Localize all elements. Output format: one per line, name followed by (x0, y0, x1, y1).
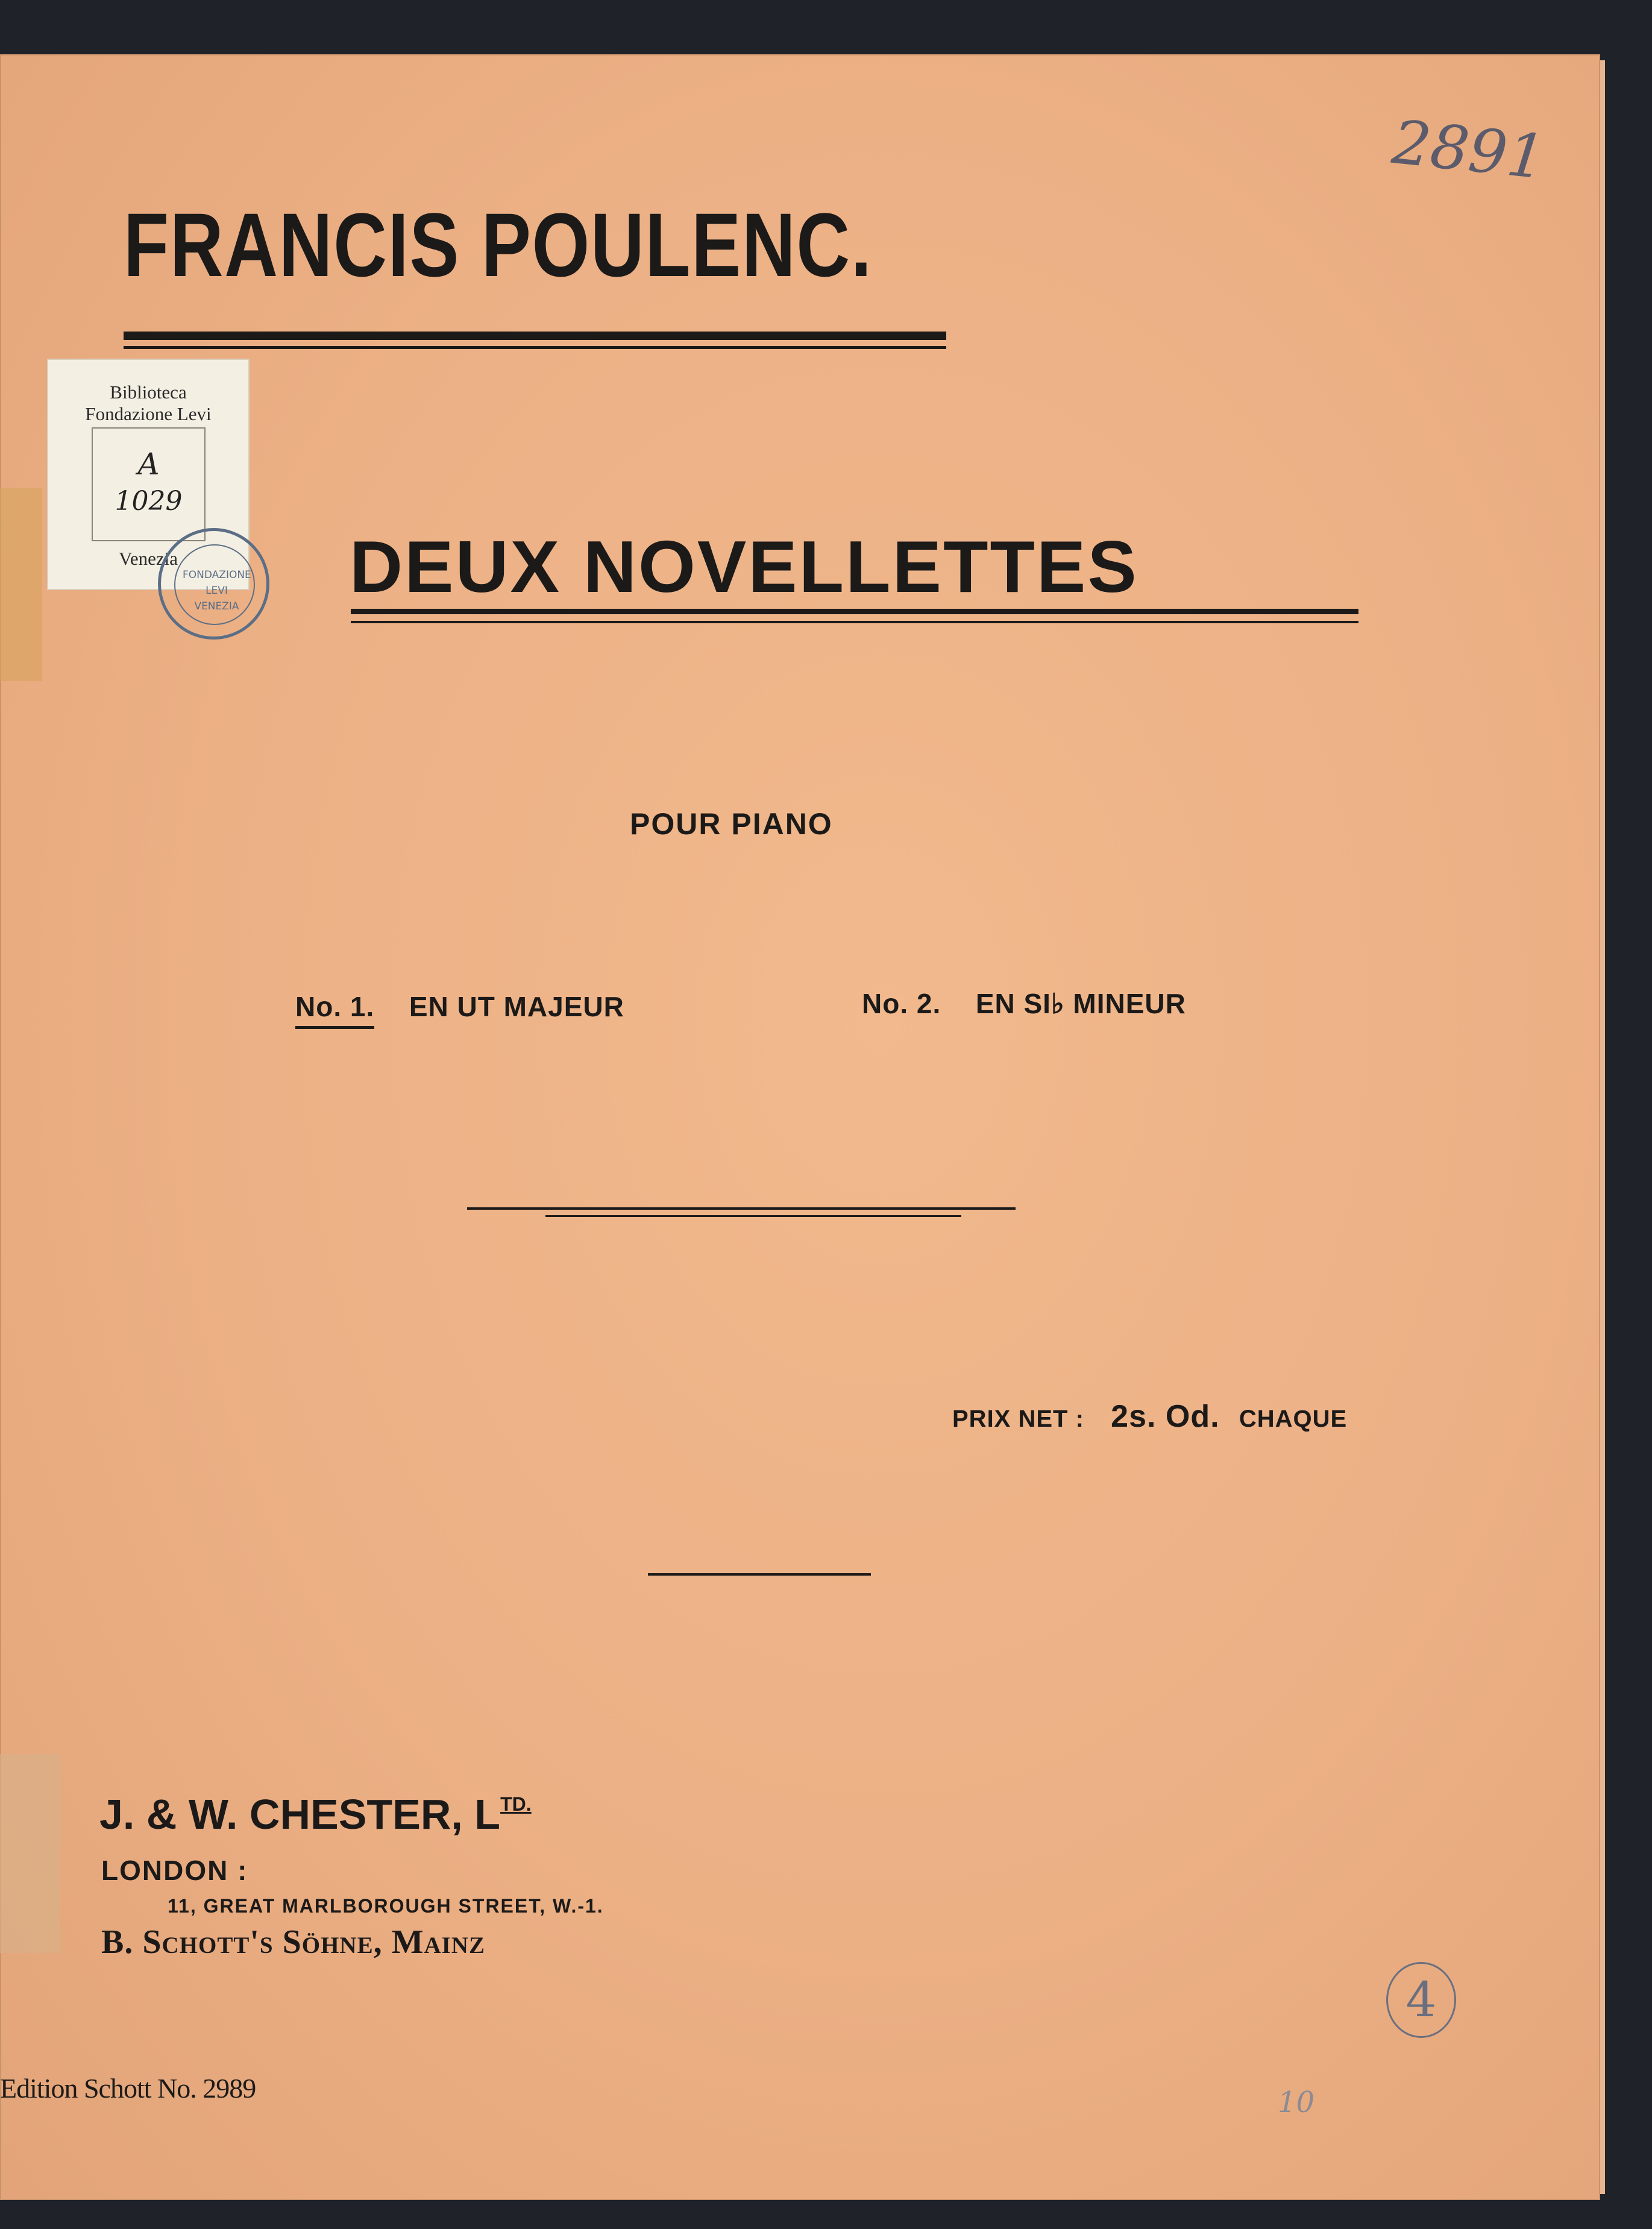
price-suffix: CHAQUE (1239, 1406, 1348, 1432)
shelfmark-box (92, 427, 206, 541)
edition-number: Edition Schott No. 2989 (0, 2073, 256, 2104)
composer-underline-thin (124, 346, 946, 349)
co-publisher: B. Schott's Söhne, Mainz (101, 1923, 485, 1961)
work-title: DEUX NOVELLETTES (350, 526, 1138, 608)
piece-1-number: No. 1. (295, 991, 374, 1029)
library-stamp (158, 528, 269, 640)
price-label: PRIX NET : (952, 1406, 1084, 1432)
piece-2-number: No. 2. (862, 988, 941, 1019)
title-underline (351, 609, 1358, 614)
circled-annotation: 4 (1386, 1962, 1456, 2038)
composer-name: FRANCIS POULENC. (124, 194, 873, 295)
title-underline-thin (351, 621, 1358, 623)
divider-rule-thin (545, 1215, 961, 1217)
publisher-name-text: J. & W. CHESTER, L (99, 1791, 501, 1838)
composer-underline (124, 332, 946, 340)
price-line (952, 1398, 1347, 1435)
library-label-line2: Fondazione Levi (85, 403, 212, 424)
shelfmark-letter: A (137, 447, 160, 482)
pencil-annotation: 10 (1278, 2086, 1315, 2119)
piece-2 (862, 987, 1186, 1020)
publisher-address: 11, GREAT MARLBOROUGH STREET, W.-1. (168, 1895, 604, 1917)
tape-stain (0, 488, 42, 681)
piece-1-key: EN UT MAJEUR (409, 991, 624, 1022)
publisher-city: LONDON : (101, 1855, 248, 1886)
shelfmark-number: 1029 (115, 486, 183, 517)
divider-rule (467, 1207, 1016, 1210)
piece-1 (295, 990, 624, 1023)
paper-repair (0, 1754, 60, 1953)
publisher-name (99, 1790, 532, 1838)
piece-2-key: EN SI♭ MINEUR (975, 988, 1186, 1019)
catalog-number-handwritten: 2891 (1389, 107, 1549, 193)
publisher-name-suffix: TD. (500, 1793, 532, 1815)
instrumentation: POUR PIANO (630, 807, 833, 841)
stamp-text: FONDAZIONE LEVI VENEZIA (183, 569, 251, 612)
price-value: 2s. Od. (1111, 1399, 1220, 1434)
short-divider (648, 1573, 871, 1576)
library-label-city: Venezia (118, 548, 178, 569)
library-label-line1: Biblioteca (110, 382, 187, 403)
